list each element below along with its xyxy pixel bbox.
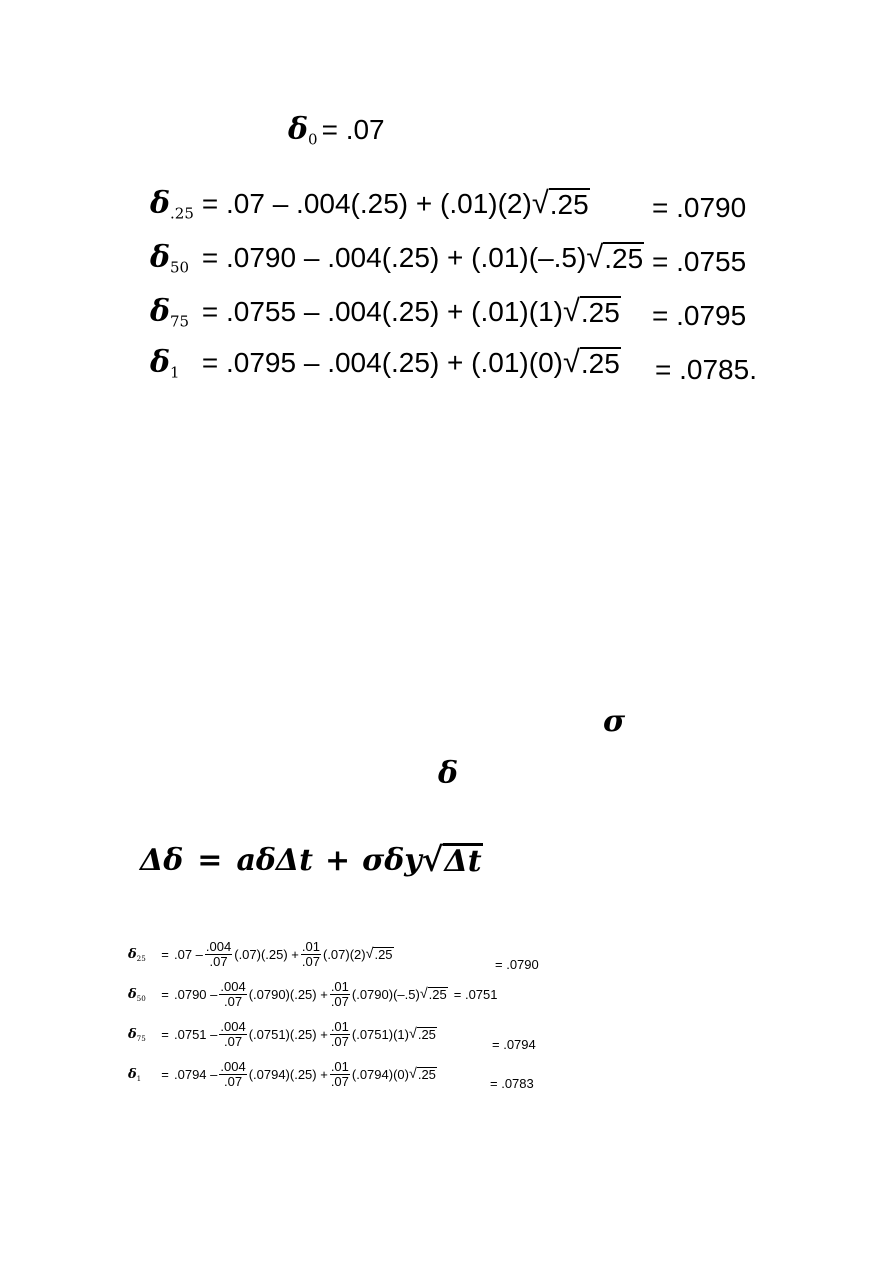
numerator: .01 <box>330 1059 349 1074</box>
model-lhs: Δδ <box>140 843 184 878</box>
subscript: 25 <box>136 953 146 963</box>
expression-mid: (.0790)(.25) + <box>248 987 328 1003</box>
radicand: .25 <box>417 1027 436 1043</box>
equation-top-row <box>150 294 621 330</box>
delta-symbol: $\delta_0$ <box>288 112 318 149</box>
expression-tail: (.07)(2) <box>322 947 366 963</box>
equals-sign: = <box>161 987 169 1003</box>
subscript: 1 <box>170 363 180 382</box>
fraction <box>330 1060 350 1090</box>
numerator: .01 <box>330 1019 349 1034</box>
fraction <box>219 1020 246 1050</box>
equation-bottom-row <box>128 1020 437 1050</box>
radicand: .25 <box>604 243 644 275</box>
numerator: .004 <box>205 939 232 954</box>
subscript: .25 <box>170 204 194 223</box>
sqrt-expression: √ .25 <box>408 1066 436 1083</box>
fraction <box>219 1060 246 1090</box>
equals-sign: = <box>201 188 219 220</box>
denominator: .07 <box>330 994 349 1010</box>
delta-symbol: $\delta_{50}$ <box>128 986 146 1003</box>
equals-sign: = <box>197 843 223 878</box>
expression-tail: (.0790)(–.5) <box>351 987 420 1003</box>
fraction <box>205 940 232 970</box>
delta-symbol: $\delta_{25}$ <box>128 946 146 963</box>
expression-mid: (.0751)(.25) + <box>248 1027 328 1043</box>
equals-sign: = <box>161 1027 169 1043</box>
radicand: .25 <box>428 987 447 1003</box>
numerator: .01 <box>330 979 349 994</box>
sqrt-expression: √ .25 <box>419 986 447 1003</box>
model-term2: σδy <box>362 843 422 878</box>
result-value: = .0790 <box>652 192 747 223</box>
delta-symbol: $\delta_{75}$ <box>150 294 190 331</box>
equation-top-row <box>150 186 590 222</box>
result-value: = .0785. <box>655 354 757 385</box>
equation-bottom-row <box>128 1060 437 1090</box>
subscript: 50 <box>136 993 146 1003</box>
equation-bottom-row <box>128 980 498 1010</box>
subscript: 75 <box>170 312 190 331</box>
expression-start: .0794 – <box>174 1067 218 1083</box>
radicand: .25 <box>374 947 393 963</box>
expression-start: .0790 – <box>174 987 218 1003</box>
result-value: = .0790 <box>495 957 539 972</box>
sqrt-expression: √ .25 <box>408 1026 436 1043</box>
delta-symbol: $\delta_{50}$ <box>150 240 190 277</box>
expression: .0795 – .004(.25) + (.01)(0) <box>226 347 563 379</box>
result-value: = .0755 <box>652 246 747 277</box>
plus-sign: + <box>325 843 351 878</box>
expression: .07 – .004(.25) + (.01)(2) <box>226 188 532 220</box>
expression: .0755 – .004(.25) + (.01)(1) <box>226 296 563 328</box>
result-value: = .0795 <box>652 300 747 331</box>
result-value: = .0783 <box>490 1076 534 1091</box>
expression-start: .07 – <box>174 947 203 963</box>
model-equation <box>140 840 483 880</box>
denominator: .07 <box>330 1034 349 1050</box>
radicand: .25 <box>417 1067 436 1083</box>
equals-sign: = <box>201 296 219 328</box>
subscript: 0 <box>308 130 318 149</box>
sqrt-expression: √ .25 <box>365 946 393 963</box>
model-term1: aδΔt <box>236 843 314 878</box>
sqrt-expression: √ .25 <box>562 344 620 380</box>
delta-symbol: $\delta_1$ <box>128 1066 142 1083</box>
equals-sign: = <box>161 1067 169 1083</box>
subscript: 75 <box>136 1033 146 1043</box>
numerator: .004 <box>220 1019 246 1034</box>
expression-tail: (.0794)(0) <box>351 1067 409 1083</box>
delta-symbol: $\delta_{.25}$ <box>150 186 194 223</box>
radicand: .25 <box>549 189 589 221</box>
equals-sign: = <box>161 947 169 963</box>
denominator: .07 <box>301 954 320 970</box>
equation-bottom-row <box>128 940 394 970</box>
expression-mid: (.0794)(.25) + <box>248 1067 328 1083</box>
subscript: 1 <box>136 1073 142 1083</box>
delta-symbol: δ <box>438 756 459 791</box>
sigma-symbol: σ <box>603 704 626 739</box>
expression-start: .0751 – <box>174 1027 218 1043</box>
equation-top-row <box>150 345 621 381</box>
fraction <box>301 940 321 970</box>
denominator: .07 <box>223 1034 243 1050</box>
result-value: = .0794 <box>492 1037 536 1052</box>
sqrt-expression: √ .25 <box>586 239 644 275</box>
delta-symbol: $\delta_{75}$ <box>128 1026 146 1043</box>
sqrt-expression: √ .25 <box>562 293 620 329</box>
sqrt-expression: √ Δt <box>421 840 482 880</box>
fraction <box>219 980 246 1010</box>
result-value: = .0751 <box>453 987 498 1003</box>
equation-top-row <box>150 240 644 276</box>
sqrt-expression: √ .25 <box>531 185 589 221</box>
denominator: .07 <box>223 994 243 1010</box>
equals-sign: = <box>201 242 219 274</box>
equals-sign: = <box>201 347 219 379</box>
numerator: .004 <box>220 979 246 994</box>
numerator: .004 <box>220 1059 246 1074</box>
radicand: Δt <box>444 844 482 880</box>
radicand: .25 <box>580 297 620 329</box>
delta-symbol: $\delta_1$ <box>150 345 180 382</box>
denominator: .07 <box>330 1074 349 1090</box>
initial-equation <box>288 112 385 148</box>
fraction <box>330 1020 350 1050</box>
expression-tail: (.0751)(1) <box>351 1027 409 1043</box>
numerator: .01 <box>301 939 320 954</box>
denominator: .07 <box>223 1074 243 1090</box>
subscript: 50 <box>170 258 190 277</box>
expression-mid: (.07)(.25) + <box>234 947 299 963</box>
initial-value: = .07 <box>321 114 385 146</box>
denominator: .07 <box>209 954 228 970</box>
fraction <box>330 980 350 1010</box>
expression: .0790 – .004(.25) + (.01)(–.5) <box>226 242 587 274</box>
radicand: .25 <box>580 348 620 380</box>
